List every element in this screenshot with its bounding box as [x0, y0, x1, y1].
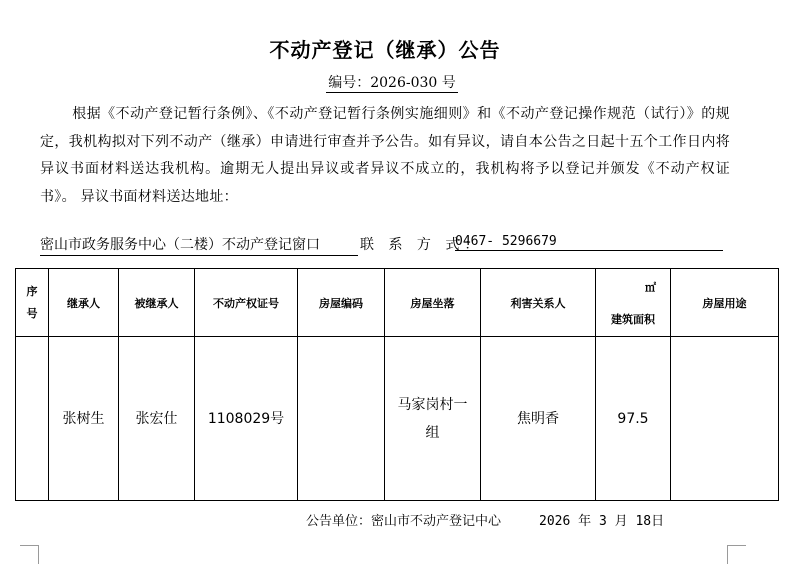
cell-house-code	[298, 337, 385, 501]
notice-number-text: 编号：2026-030 号	[328, 75, 456, 91]
page-corner-mark-right	[727, 545, 746, 564]
page-corner-mark-left	[20, 545, 39, 564]
cell-area: 97.5	[596, 337, 671, 501]
cell-cert-no: 1108029号	[195, 337, 298, 501]
notice-body: 根据《不动产登记暂行条例》、《不动产登记暂行条例实施细则》和《不动产登记操作规范（试行）》的规定，我机构拟对下列不动产（继承）申请进行审查并予公告。如有异议，请自本公告之日起十五个工作日内将异议书面材料送达我机构。逾期无人提出异议或者异议不成立的，我机构将予以登记并颁发《不动产权证书》。 异议书面材料送达地址：	[40, 106, 730, 205]
header-area-unit: ㎡	[645, 281, 656, 294]
header-seq-line1: 序	[26, 284, 38, 298]
issuing-unit: 公告单位：密山市不动产登记中心	[306, 514, 502, 529]
header-heir: 继承人	[49, 269, 119, 337]
header-seq-line2: 号	[26, 306, 38, 320]
notice-number	[0, 72, 784, 92]
cell-heir: 张树生	[49, 337, 119, 501]
contact-phone: 0467- 5296679	[455, 234, 723, 251]
cell-location-line1: 马家岗村一	[397, 396, 468, 413]
header-area	[596, 269, 671, 337]
cell-location-line2: 组	[425, 424, 440, 441]
notice-title: 不动产登记（继承）公告	[269, 38, 501, 62]
address-line	[40, 234, 730, 256]
table-row	[16, 337, 779, 501]
notice-footer	[306, 510, 664, 529]
header-usage: 房屋用途	[671, 269, 779, 337]
cell-location	[385, 337, 481, 501]
header-cert-no: 不动产权证号	[195, 269, 298, 337]
cell-decedent: 张宏仕	[119, 337, 195, 501]
contact-label: 联 系 方 式：	[360, 237, 484, 253]
header-decedent: 被继承人	[119, 269, 195, 337]
notice-date: 2026 年 3 月 18日	[539, 514, 665, 529]
header-area-label: 建筑面积	[611, 313, 655, 326]
header-house-code: 房屋编码	[298, 269, 385, 337]
cell-interested-party: 焦明香	[481, 337, 596, 501]
header-seq	[16, 269, 49, 337]
table-header-row	[16, 269, 779, 337]
header-location: 房屋坐落	[385, 269, 481, 337]
cell-seq	[16, 337, 49, 501]
header-interested-party: 利害关系人	[481, 269, 596, 337]
registration-table	[15, 268, 779, 501]
cell-usage	[671, 337, 779, 501]
submission-address: 密山市政务服务中心（二楼）不动产登记窗口	[40, 234, 358, 256]
